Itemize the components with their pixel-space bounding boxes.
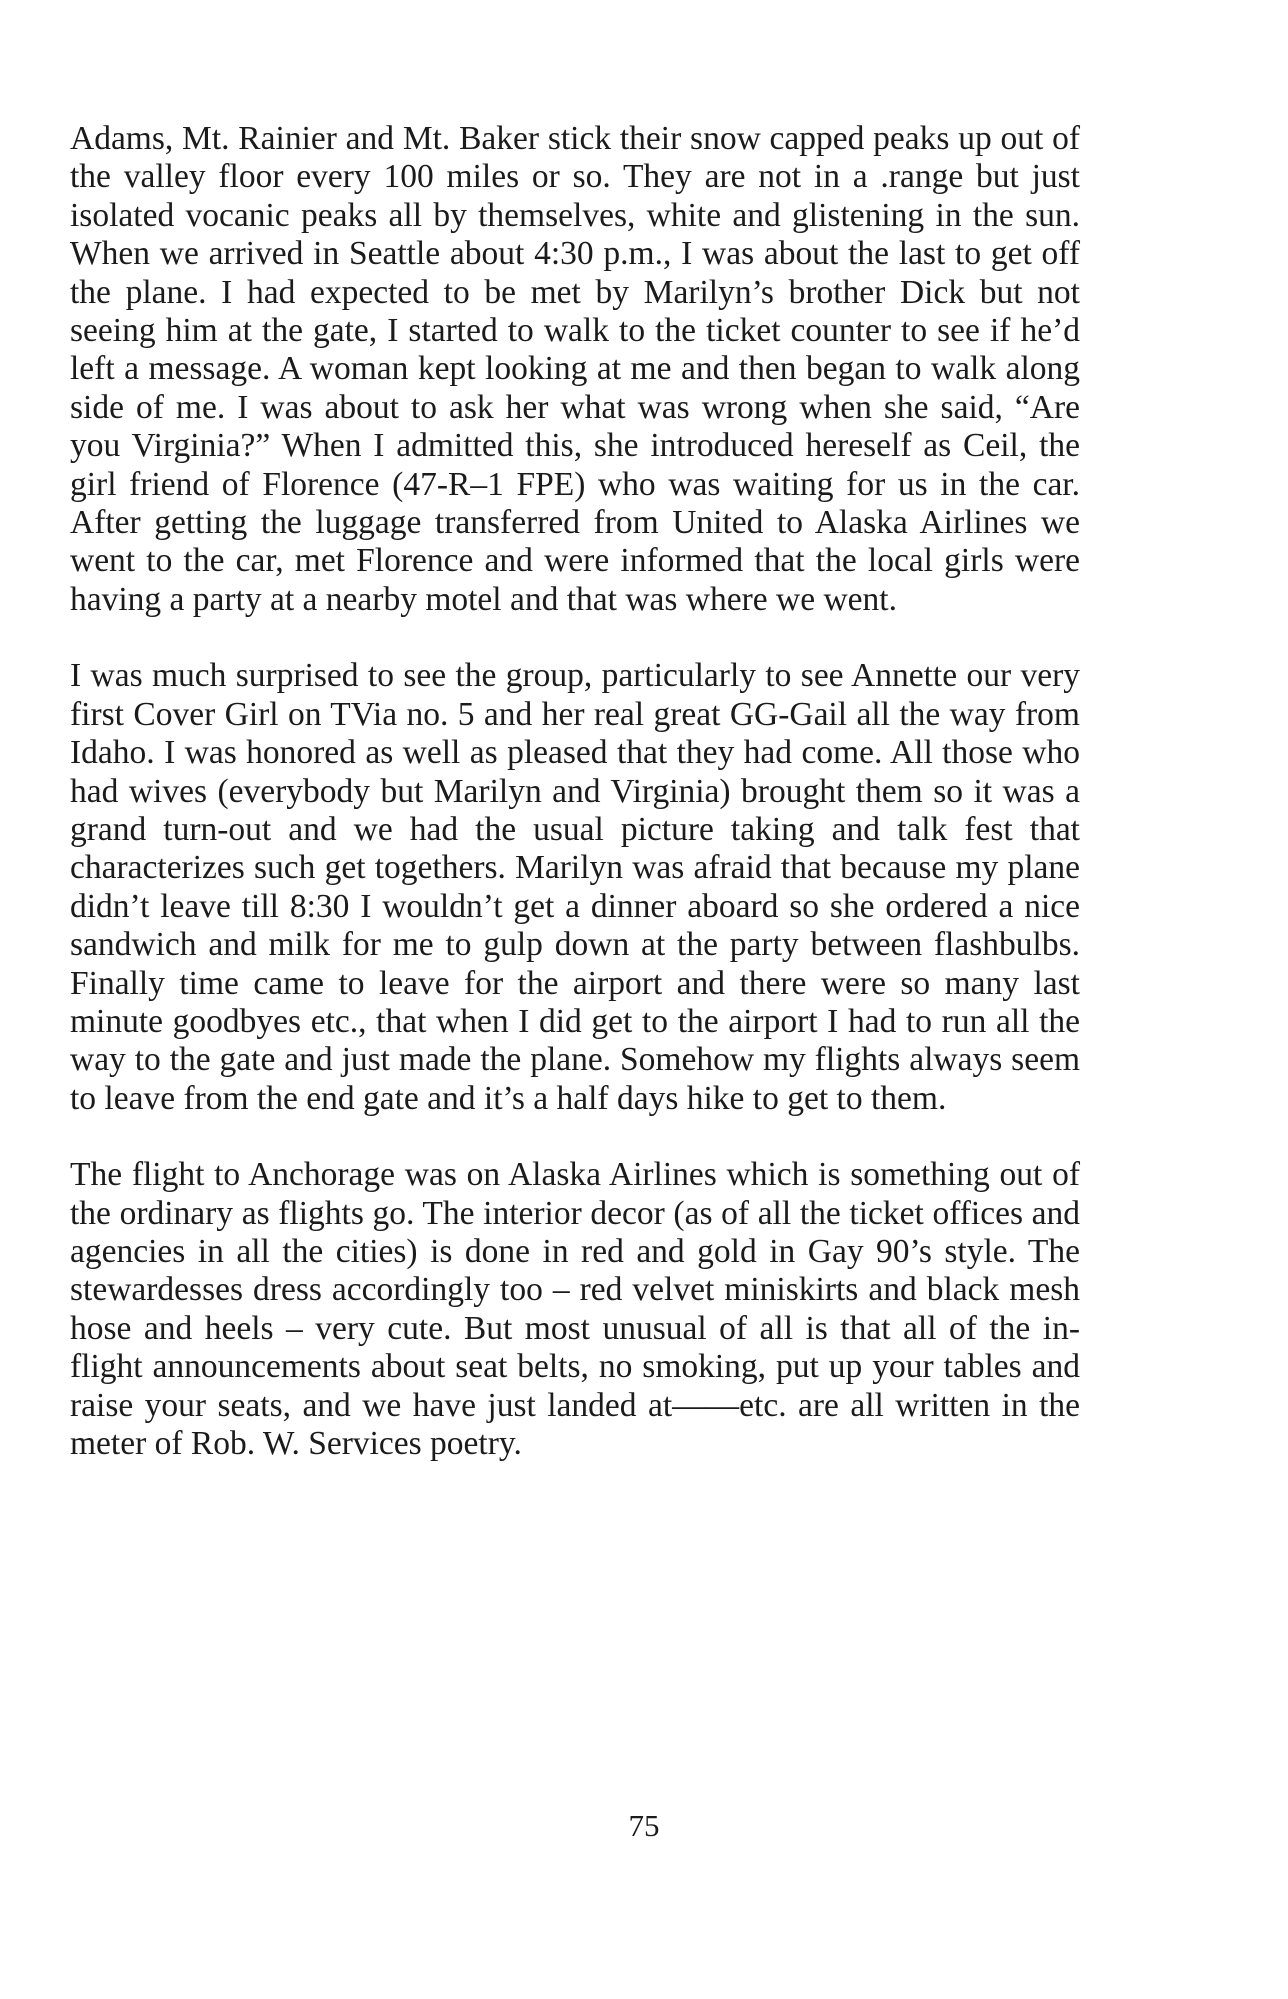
page-number: 75: [628, 1808, 660, 1843]
paragraph-seattle-arrival: Adams, Mt. Rainier and Mt. Baker stick their snow capped peaks up out of the valley floor every 100 miles or so. They are not in a .range but just isolated vocanic peaks all by themselves, white and glistening in the sun. When we arrived in Seattle about 4:30 p.m., I was about the last to get off the plane. I had expected to be met by Marilyn’s brother Dick but not seeing him at the gate, I started to walk to the ticket counter to see if he’d left a message. A woman kept looking at me and then began to walk along side of me. I was about to ask her what was wrong when she said, “Are you Virginia?” When I admitted this, she introduced hereself as Ceil, the girl friend of Florence (47-R–1 FPE) who was waiting for us in the car. After getting the luggage transferred from United to Alaska Airlines we went to the car, met Florence and were informed that the local girls were having a party at a nearby motel and that was where we went.: [70, 120, 1080, 618]
body-text: [70, 120, 1080, 1463]
paragraph-alaska-airlines: The flight to Anchorage was on Alaska Airlines which is something out of the ordinary as flights go. The interior decor (as of all the ticket offices and agencies in all the cities) is done in red and gold in Gay 90’s style. The stewardesses dress accordingly too – red velvet miniskirts and black mesh hose and heels – very cute. But most unusual of all is that all of the in-flight announcements about seat belts, no smoking, put up your tables and raise your seats, and we have just landed at——etc. are all written in the meter of Rob. W. Services poetry.: [70, 1156, 1080, 1462]
paragraph-motel-party: I was much surprised to see the group, particularly to see Annette our very first Cover Girl on TVia no. 5 and her real great GG-Gail all the way from Idaho. I was honored as well as pleased that they had come. All those who had wives (everybody but Marilyn and Virginia) brought them so it was a grand turn-out and we had the usual picture taking and talk fest that characterizes such get togethers. Marilyn was afraid that because my plane didn’t leave till 8:30 I wouldn’t get a dinner aboard so she ordered a nice sandwich and milk for me to gulp down at the party between flashbulbs. Finally time came to leave for the airport and there were so many last minute goodbyes etc., that when I did get to the airport I had to run all the way to the gate and just made the plane. Somehow my flights always seem to leave from the end gate and it’s a half days hike to get to them.: [70, 657, 1080, 1117]
